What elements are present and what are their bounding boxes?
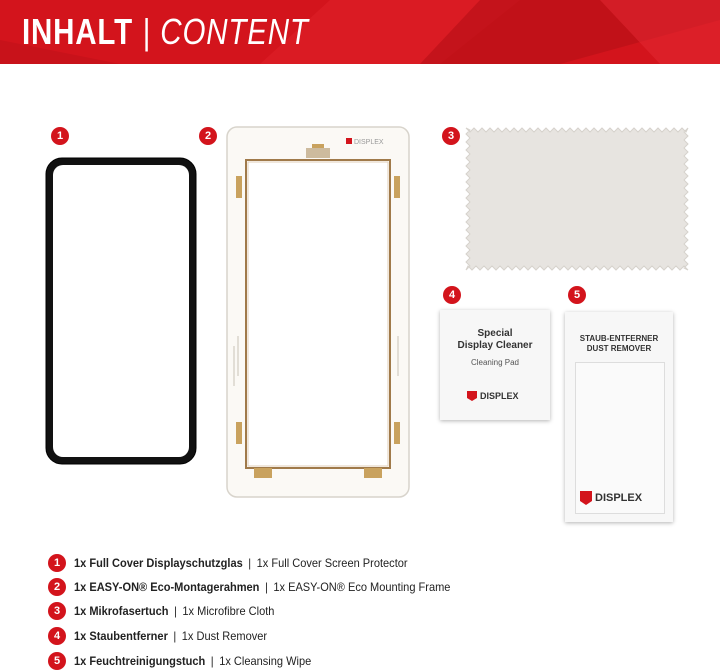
list-item <box>48 601 648 621</box>
list-item <box>48 577 648 597</box>
list-item <box>48 626 648 646</box>
list-separator: | <box>174 604 177 618</box>
list-item-en: 1x Dust Remover <box>181 629 268 643</box>
list-text <box>74 654 311 668</box>
list-item-en: 1x Cleansing Wipe <box>219 654 312 668</box>
cleaning-pad-icon <box>440 310 550 420</box>
mounting-frame-icon <box>226 126 410 498</box>
displex-logo-icon <box>466 390 478 402</box>
frame-brand: DISPLEX <box>354 139 384 146</box>
list-item-en: 1x Microfibre Cloth <box>182 604 275 618</box>
list-badge: 1 <box>48 554 66 572</box>
item-badge-3: 3 <box>442 127 460 145</box>
list-badge: 5 <box>48 652 66 670</box>
list-item-de: 1x Staubentferner <box>74 629 168 643</box>
list-badge: 4 <box>48 627 66 645</box>
list-item-de: 1x Full Cover Displayschutzglas <box>74 556 243 570</box>
item-badge-2: 2 <box>199 127 217 145</box>
list-separator: | <box>248 556 252 570</box>
title-de: INHALT <box>22 11 133 52</box>
item-badge-4: 4 <box>443 286 461 304</box>
list-separator: | <box>210 654 214 668</box>
displex-logo-icon <box>579 490 593 506</box>
list-text <box>74 580 450 594</box>
item-badge-1: 1 <box>51 127 69 145</box>
dust-remover-icon <box>565 312 673 522</box>
page-title <box>22 8 309 56</box>
list-text <box>74 604 274 618</box>
cleaning-pad-subtitle: Cleaning Pad <box>470 358 520 367</box>
title-en: CONTENT <box>160 11 309 52</box>
list-item <box>48 553 648 573</box>
cleaning-pad-logo <box>466 390 519 402</box>
title-separator: | <box>142 11 151 52</box>
microfibre-cloth-icon <box>462 124 692 274</box>
list-text <box>74 629 267 643</box>
list-item-de: 1x Feuchtreinigungstuch <box>74 654 206 668</box>
dust-remover-logo <box>579 490 642 506</box>
cleaning-pad-brand: DISPLEX <box>480 391 519 401</box>
list-separator: | <box>173 629 177 643</box>
list-item <box>48 651 648 671</box>
list-item-de: 1x EASY-ON® Eco-Montagerahmen <box>74 580 260 594</box>
list-item-en: 1x EASY-ON® Eco Mounting Frame <box>273 580 451 594</box>
list-text <box>74 556 408 570</box>
list-badge: 2 <box>48 578 66 596</box>
item-badge-5: 5 <box>568 286 586 304</box>
list-badge: 3 <box>48 602 66 620</box>
list-item-de: 1x Mikrofasertuch <box>74 604 169 618</box>
dust-remover-title: STAUB-ENTFERNER DUST REMOVER <box>579 334 659 353</box>
list-separator: | <box>264 580 268 594</box>
header-banner <box>0 0 720 64</box>
list-item-en: 1x Full Cover Screen Protector <box>256 556 408 570</box>
cleaning-pad-title: Special Display Cleaner <box>457 328 533 351</box>
screen-protector-glass-icon <box>44 156 200 468</box>
dust-remover-brand: DISPLEX <box>595 492 643 504</box>
